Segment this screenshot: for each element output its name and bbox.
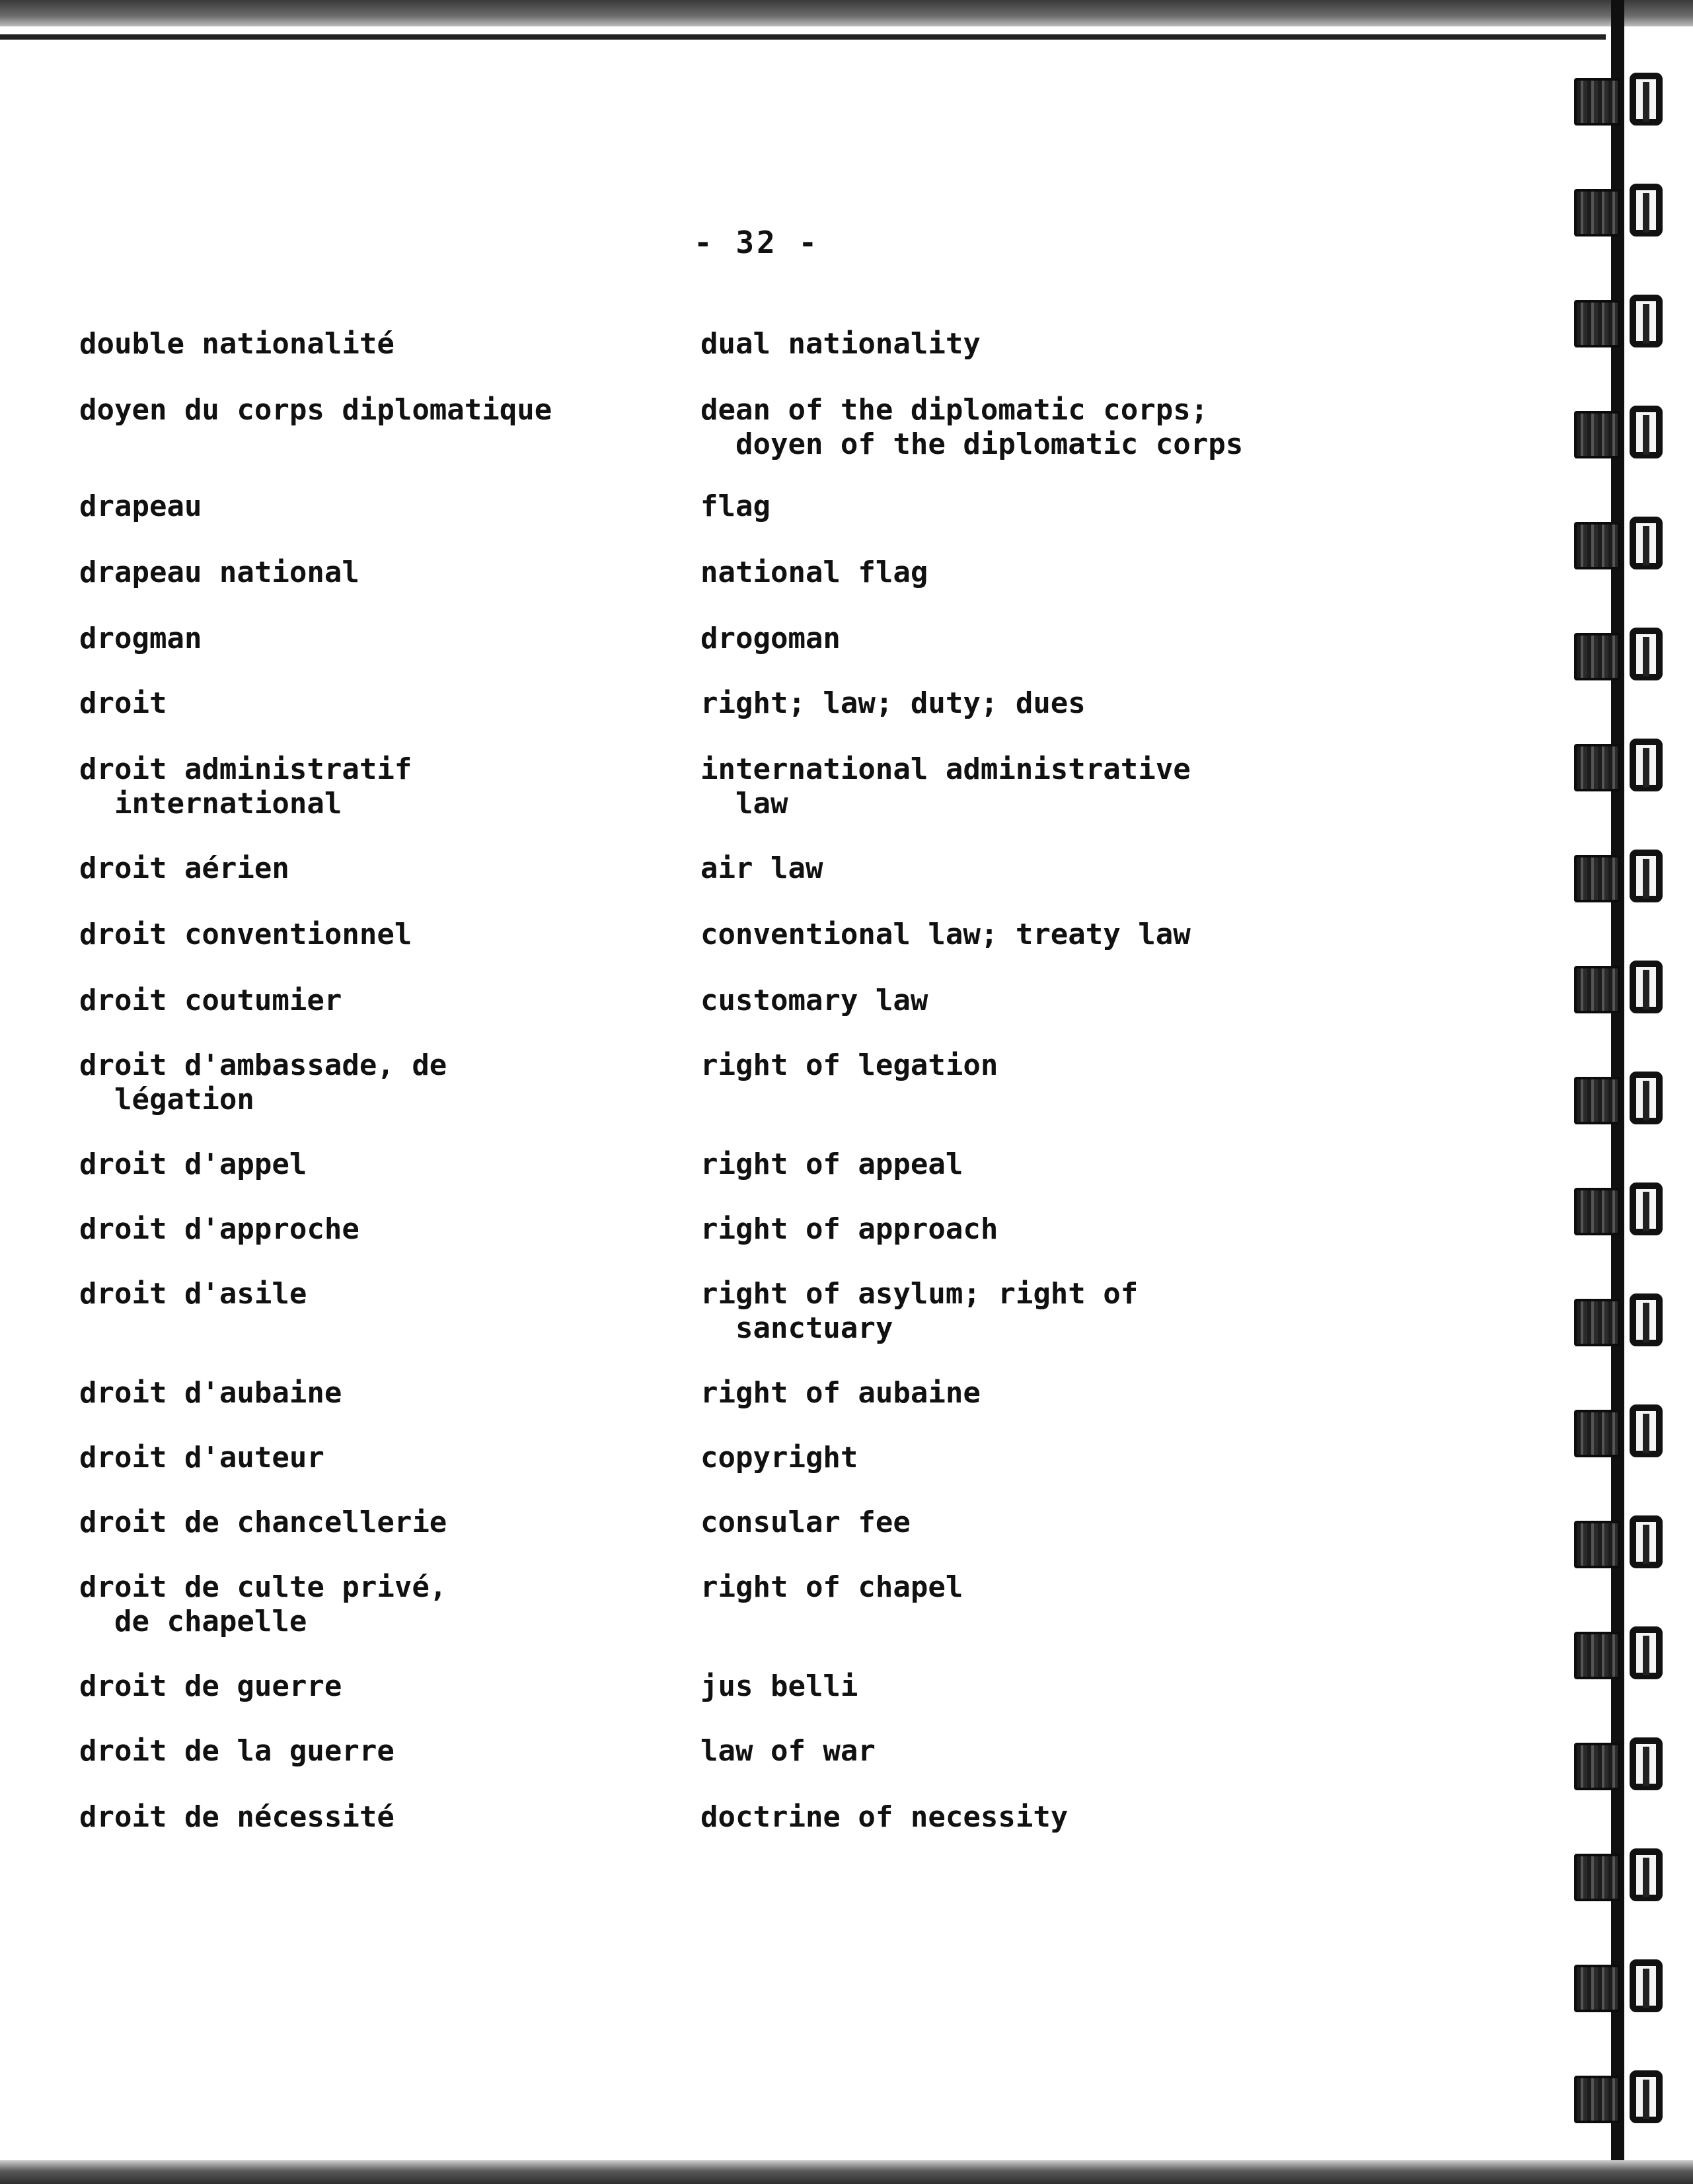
glossary-entry [79, 918, 1546, 952]
binding-ring [1574, 184, 1673, 237]
glossary-entries [79, 327, 1546, 1834]
glossary-entry [79, 622, 1546, 656]
entry-definition: international administrative law [700, 752, 1191, 820]
entry-definition: right; law; duty; dues [700, 686, 1086, 720]
binding-ring [1574, 1737, 1673, 1790]
entry-term: droit conventionnel [79, 918, 412, 951]
top-rule [0, 34, 1606, 40]
entry-definition: right of chapel [700, 1570, 963, 1604]
entry-term: droit d'auteur [79, 1441, 324, 1474]
entry-definition: national flag [700, 556, 928, 589]
glossary-entry [79, 1570, 1546, 1639]
glossary-entry [79, 393, 1546, 462]
glossary-entry [79, 327, 1546, 361]
glossary-entry [79, 686, 1546, 721]
binding-ring [1574, 961, 1673, 1013]
binding-ring [1574, 1404, 1673, 1457]
entry-term: doyen du corps diplomatique [79, 393, 552, 427]
glossary-entry [79, 1147, 1546, 1182]
entry-definition: dual nationality [700, 327, 981, 361]
glossary-entry [79, 984, 1546, 1018]
entry-term: drapeau national [79, 556, 359, 589]
entry-definition: customary law [700, 984, 928, 1017]
spiral-binding [1566, 0, 1693, 2184]
entry-definition: doctrine of necessity [700, 1800, 1069, 1834]
binding-ring [1574, 628, 1673, 680]
glossary-entry [79, 752, 1546, 821]
glossary-entry [79, 556, 1546, 590]
binding-ring [1574, 295, 1673, 347]
glossary-entry [79, 1212, 1546, 1247]
entry-term: double nationalité [79, 327, 395, 361]
glossary-entry [79, 1734, 1546, 1768]
glossary-entry [79, 1506, 1546, 1540]
binding-ring [1574, 1848, 1673, 1901]
binding-ring [1574, 1293, 1673, 1346]
glossary-entry [79, 1376, 1546, 1410]
entry-term: droit d'asile [79, 1277, 307, 1311]
entry-term: droit de culte privé, de chapelle [79, 1570, 447, 1638]
entry-term: drapeau [79, 490, 202, 523]
glossary-entry [79, 1669, 1546, 1704]
entry-definition: right of aubaine [700, 1376, 981, 1410]
binding-ring [1574, 73, 1673, 126]
binding-ring [1574, 1959, 1673, 2012]
entry-term: droit [79, 686, 167, 720]
binding-ring [1574, 850, 1673, 902]
binding-ring [1574, 739, 1673, 791]
entry-term: drogman [79, 622, 202, 655]
entry-definition: flag [700, 490, 771, 523]
glossary-entry [79, 1800, 1546, 1835]
entry-definition: air law [700, 852, 823, 885]
binding-ring [1574, 2070, 1673, 2123]
glossary-entry [79, 490, 1546, 524]
entry-term: droit d'appel [79, 1147, 307, 1181]
entry-term: droit administratif international [79, 752, 412, 820]
binding-ring [1574, 517, 1673, 569]
entry-term: droit de nécessité [79, 1800, 395, 1834]
entry-definition: right of legation [700, 1048, 998, 1082]
entry-term: droit de chancellerie [79, 1506, 447, 1539]
glossary-entry [79, 852, 1546, 886]
binding-ring [1574, 1626, 1673, 1679]
entry-definition: consular fee [700, 1506, 911, 1539]
binding-ring [1574, 1515, 1673, 1568]
glossary-entry [79, 1048, 1546, 1117]
entry-definition: copyright [700, 1441, 858, 1474]
entry-definition: right of asylum; right of sanctuary [700, 1277, 1139, 1345]
entry-definition: right of approach [700, 1212, 998, 1246]
entry-definition: dean of the diplomatic corps; doyen of the diplomatic corps [700, 393, 1244, 461]
glossary-entry [79, 1277, 1546, 1346]
entry-term: droit d'aubaine [79, 1376, 342, 1410]
entry-definition: right of appeal [700, 1147, 963, 1181]
entry-term: droit coutumier [79, 984, 342, 1017]
entry-term: droit de la guerre [79, 1734, 395, 1768]
entry-term: droit aérien [79, 852, 289, 885]
binding-ring [1574, 1072, 1673, 1124]
binding-ring [1574, 406, 1673, 458]
entry-term: droit de guerre [79, 1669, 342, 1703]
entry-term: droit d'approche [79, 1212, 359, 1246]
entry-definition: jus belli [700, 1669, 858, 1703]
glossary-entry [79, 1441, 1546, 1475]
scan-top-edge [0, 0, 1693, 26]
entry-term: droit d'ambassade, de légation [79, 1048, 447, 1116]
entry-definition: conventional law; treaty law [700, 918, 1191, 951]
page-number: - 32 - [694, 225, 820, 260]
entry-definition: law of war [700, 1734, 876, 1768]
binding-ring [1574, 1183, 1673, 1235]
entry-definition: drogoman [700, 622, 841, 655]
scan-bottom-edge [0, 2160, 1693, 2184]
